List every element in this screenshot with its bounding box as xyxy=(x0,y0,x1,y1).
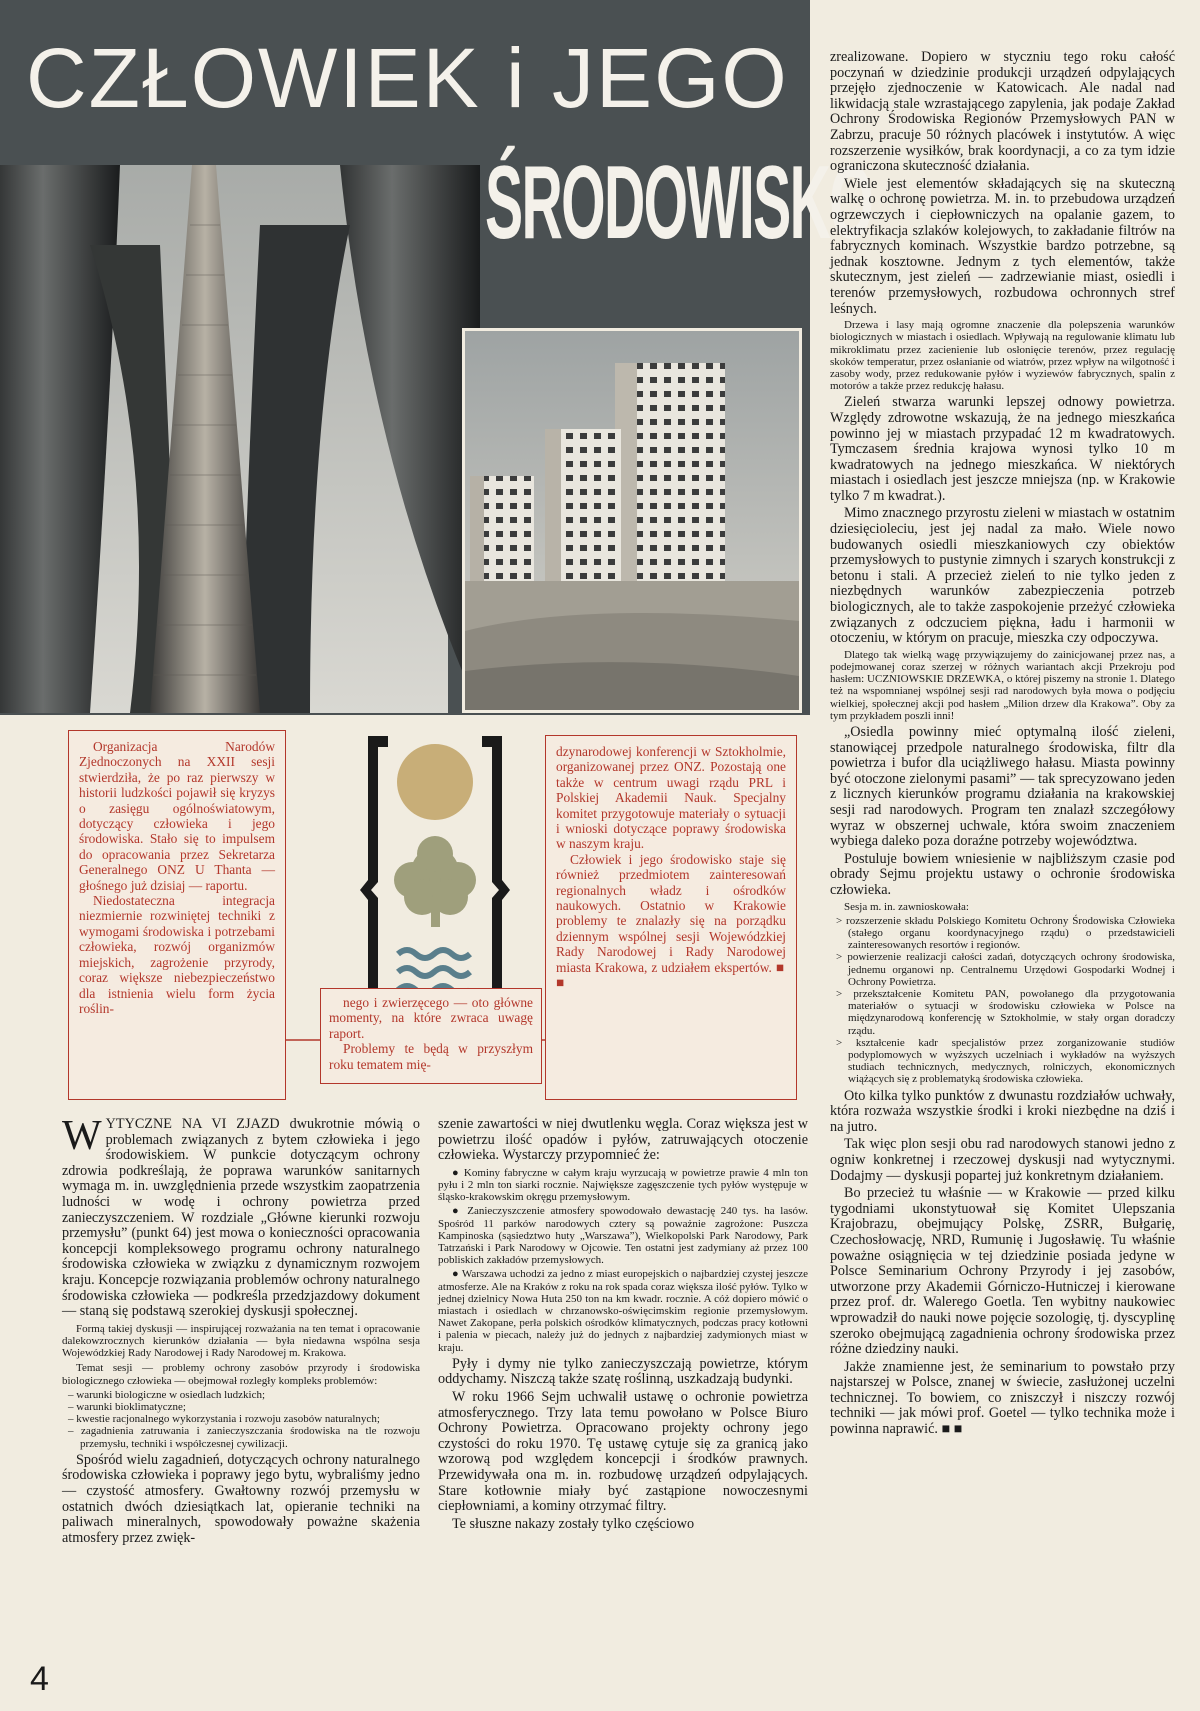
paragraph: Te słuszne nakazy zostały tylko częściowo xyxy=(452,1515,695,1532)
paragraph: Postuluje bowiem wniesienie w najbliższym czasie pod obrady Sejmu projektu ustawy o ochronie środowiska człowieka. xyxy=(830,850,1175,898)
paragraph: Wiele jest elementów składających się na skuteczną walkę o ochronę powietrza. M. in. to przebudowa urządzeń ogrzewczych i ciepłowniczych na opalanie gazem, to elektryfikacja szlaków kolejowych, to zakładanie filtrów na fabrycznych kominach. Wszystkie bardzo potrzebne, są jednak kosztowne. Jednym z tych elementów, także skutecznym, jest zieleń — zadrzewianie miast, osiedli i terenów przemysłowych, rozbudowa ochronnych stref leśnych. xyxy=(830,175,1175,317)
paragraph: Dlatego tak wielką wagę przywiązujemy do zainicjowanej przez nas, a podejmowanej coraz szerzej w różnych wariantach akcji Przekroju pod hasłem: UCZNIOWSKIE DRZEWKA, o której piszemy na stronie 1. Dlatego też na wspomnianej wspólnej sesji rad narodowych była mowa o podjęciu wielkiej, społecznej akcji pod hasłem „Milion drzew dla Krakowa”. Oby za tym przykładem poszli inni! xyxy=(830,648,1175,722)
paragraph: Zieleń stwarza warunki lepszej odnowy powietrza. Względy zdrowotne wskazują, że na jednego mieszkańca powinno jej w miastach przypadać 12 m kwadratowych. Tymczasem średnia krajowa wynosi tylko 10 m kwadratowych na jednego mieszkańca. W niektórych miastach i osiedlach jest jeszcze mniejsza (np. w Krakowie tylko 7 m kwadrat.). xyxy=(830,394,1175,504)
dropcap: W xyxy=(62,1113,102,1159)
sun-icon xyxy=(397,744,473,820)
list-item: – zagadnienia zatruwania i zanieczyszczania środowiska na tle rozwoju przemysłu, techniki i współczesnej cywilizacji. xyxy=(68,1425,421,1450)
end-marks: ■ ■ xyxy=(556,959,786,991)
title-line-1: CZŁOWIEK i JEGO xyxy=(26,31,789,125)
list-item: > przekształcenie Komitetu PAN, powołanego dla przygotowania materiałów o sytuacji w środowisku człowieka w Polsce na międzynarodową konferencję w Sztokholmie, w stały organ doradczy rządu. xyxy=(836,987,1175,1037)
paragraph: Organizacja Narodów Zjednoczonych na XXII sesji stwierdziła, że po raz pierwszy w historii ludzkości pojawił się kryzys o zasięgu ogólnoświatowym, dotyczący człowieka i jego środowiska. Stało się to impulsem do opracowania przez Sekretarza Generalnego ONZ U Thanta — głośnego już dzisiaj — raportu. xyxy=(79,739,275,893)
list-item: > powierzenie realizacji całości zadań, dotyczących ochrony środowiska, jednemu organowi np. Centralnemu Urzędowi Gospodarki Wodnej i Ochrony Powietrza. xyxy=(836,951,1175,988)
tree-icon xyxy=(394,836,476,927)
paragraph: Oto kilka tylko punktów z dwunastu rozdziałów uchwały, która rozważa wszystkie środki i kroki niezbędne na dziś i na jutro. xyxy=(830,1087,1175,1135)
un-sidebar-box-1 xyxy=(68,730,286,1100)
small-note xyxy=(830,319,1175,392)
facts-list xyxy=(438,1167,808,1354)
paragraph: nego i zwierzęcego — oto główne momenty, na które zwraca uwagę raport. xyxy=(329,995,533,1041)
paragraph: szenie zawartości w niej dwutlenku węgla. Coraz większa jest w powietrzu ilość opadów i pyłów, zatruwających otoczenie człowieka. Wystarczy przypomnieć że: xyxy=(438,1116,808,1164)
list-item: – warunki bioklimatyczne; xyxy=(68,1400,186,1413)
small-note xyxy=(830,649,1175,722)
paragraph: Formą takiej dyskusji — inspirującej rozważania na ten temat i opracowanie dalekowzrocznych kierunków działania — była niedawna wspólna sesja Wojewódzkiej Rady Narodowej i Rady Narodowej m. Krakowa. xyxy=(62,1322,420,1360)
paragraph: Mimo znacznego przyrostu zieleni w miastach w ostatnim dziesięcioleciu, jest jej nadal za mało. Wiele nowo budowanych osiedli mieszkaniowych czy obiektów przemysłowych to pustynie zimnych i szarych konstrukcji z betonu i stali. A przecież zieleń to nie tylko jeden z niezbędnych warunków zabezpieczenia potrzeb biologicznych, ale to także zaspokojenie przeżyć człowieka związanych z odczuciem piękna, ładu i harmonii w otoczeniu, w którym on pracuje, mieszka czy odpoczywa. xyxy=(830,505,1175,647)
un-sidebar-box-3 xyxy=(545,735,797,1100)
paragraph: Człowiek i jego środowisko staje się również przedmiotem zainteresowań regionalnych władz i ośrodków naukowych. Ostatnio w Krakowie problemy te znalazły się na porządku dziennym wspólnej sesji Wojewódzkiej Rady Narodowej i Rady Narodowej miasta Krakowa, z udziałem ekspertów. ■ ■ xyxy=(556,851,786,991)
title-line-2: ŚRODOWISKO xyxy=(485,145,873,261)
paragraph: zrealizowane. Dopiero w styczniu tego roku całość poczynań w dziedzinie produkcji urządzeń odpylających przejęło zjednoczenie w Katowicach. Ale nadal nad likwidacją stale wzrastającego zapylenia, jak podaje Zakład Ochrony Środowiska Regionów Przemysłowych PAN w Zabrzu, pracuje 50 różnych placówek i instytutów. A więc rozszerzenie wysiłków, brak koordynacji, a co za tym idzie ograniczona skuteczność działania. xyxy=(830,49,1175,175)
paragraph: Drzewa i lasy mają ogromne znaczenie dla polepszenia warunków biologicznych w miastach i osiedlach. Wpływają na regulowanie klimatu lub mikroklimatu przez zacienienie lub osłonięcie terenów, przez regulację skoków temperatur, przez osłanianie od wiatrów, przez wpływ na wilgotność i zasoby wody, przez redukowanie pyłów i wyziewów fabrycznych, spalin z motorów a także przez redukcję hałasu. xyxy=(830,319,1175,393)
paragraph: Problemy te będą w przyszłym roku tematem mię- xyxy=(329,1041,533,1072)
list-item: – kwestie racjonalnego wykorzystania i rozwoju zasobów naturalnych; xyxy=(68,1413,380,1426)
column-2 xyxy=(438,1117,808,1534)
resolution-list xyxy=(830,901,1175,1086)
chimneys-photo xyxy=(10,165,448,713)
list-intro: Temat sesji — problemy ochrony zasobów przyrody i środowiska biologicznego człowieka — obejmował rozległy kompleks problemów: xyxy=(62,1362,420,1387)
paragraph: Jakże znamienne jest, że seminarium to powstało przy najstarszej w Polsce, znanej w świecie, zasłużonej uczelni technicznej. To bowiem, co zniszczył i niszczy rozwój techniki — jak mówi prof. Goetel — tylko technika może i powinna naprawić. ■ ■ xyxy=(830,1358,1175,1438)
apartment-blocks-photo xyxy=(462,328,802,713)
right-column xyxy=(830,50,1175,1440)
paragraph: Bo przecież tu właśnie — w Krakowie — przed kilku tygodniami ukonstytuował się Komitet Ulepszania Krajobrazu, obejmujący Polskę, ZSRR, Bułgarię, Czechosłowację, NRD, Rumunię i Jugosławię. Tu właśnie poważne osiągnięcia w tej dziedzinie posiada jedyne w Polsce Seminarium Ochrony Przyrody i jej zasobów, utworzone przy Akademii Górniczo-Hutniczej i kierowane przez prof. dr. Walerego Goetla. Ten wybitny naukowiec wprowadził do nauki nowe pojęcie sozologię, tj. dyscyplinę szeroko obejmującą zagadnienia ochrony środowiska przez różne dziedziny nauki. xyxy=(830,1185,1175,1358)
list-intro: Sesja m. in. zawnioskowała: xyxy=(844,900,969,913)
bullet: ● Kominy fabryczne w całym kraju wyrzucają w powietrze prawie 4 mln ton pyłu i 2 mln ton siarki rocznie. Największe zagęszczenie tych pyłów występuje w śląsko-krakowskim okręgu przemysłowym. xyxy=(438,1166,808,1204)
column-1 xyxy=(62,1113,421,1548)
paragraph: Niedostateczna integracja niezmiernie rozwiniętej techniki z wymogami środowiska i potrzebami człowieka, rozwój organizmów miejskich, zagrożenie przyrody, coraz większe niebezpieczeństwo dla istnienia wielu form życia roślin- xyxy=(79,893,275,1016)
list-item: – warunki biologiczne w osiedlach ludzkich; xyxy=(68,1388,266,1401)
bullet: ● Warszawa uchodzi za jedno z miast europejskich o najbardziej czystej jeszcze atmosferze. Ale na Kraków z roku na rok spada coraz większa ilość pyłów. Tylko w jednej dzielnicy Nowa Huta 250 ton na km kwadr. rocznie. A cóż dopiero mówić o miastach i osiedlach w chrzanowsko-oświęcimskim regionie przemysłowym. Nawet Zakopane, perła polskich ośrodków klimatycznych, podczas pracy kotłowni i palenia w piecach, należy już do jednych z najbardziej zadymionych miast w kraju. xyxy=(438,1268,808,1354)
end-marks: ■ ■ xyxy=(941,1421,963,1438)
page-number: 4 xyxy=(30,1660,49,1698)
paragraph: „Osiedla powinny mieć optymalną ilość zieleni, stanowiącej przedpole naturalnego środowiska, filtr dla powietrza i bufor dla uciążliwego hałasu. Miasta powinny być otoczone zielonymi pasami” — tak sprecyzowano jeden z licznych kierunków programu działania na krakowskiej sesji rad narodowych. Program ten znalazł szczegółowy wyraz w obszernej uchwale, która swoim znaczeniem wybiega daleko poza doraźne potrzeby województwa. xyxy=(830,724,1175,850)
list-item: > kształcenie kadr specjalistów przez zorganizowanie studiów podyplomowych w wyższych uczelniach i wykładów na wyższych studiach technicznych, medycznych, rolniczych, ekonomicznych wiążących się z problematyką środowiska człowieka. xyxy=(836,1036,1175,1086)
bullet: ● Zanieczyszczenie atmosfery spowodowało dewastację 240 tys. ha lasów. Spośród 11 parków narodowych cztery są poważnie zagrożone: Puszcza Kampinoska (sąsiedztwo huty „Warszawa”), Wielkopolski Park Narodowy, Park Tatrzański i Park Narodowy w Ojcowie. Ten ostatni jest zadymiany aż przez 100 pobliskich zakładów przemysłowych. xyxy=(438,1205,808,1267)
small-note xyxy=(62,1323,420,1360)
un-sidebar-box-2 xyxy=(320,988,542,1084)
lead-paragraph: WYTYCZNE NA VI ZJAZD dwukrotnie mówią o problemach związanych z bytem człowieka i jego środowiskiem. W punkcie dotyczącym ochrony zdrowia podkreślają, że poprawa warunków sanitarnych wymaga m. in. uwzględnienia przede wszystkim zaopatrzenia ludności w wodę i ochrony powietrza przed zanieczyszczeniem. W rozdziale „Główne kierunki rozwoju przemysłu” (punkt 64) jest mowa o konieczności opracowania koncepcji kompleksowego programu ochrony naturalnego środowiska człowieka w związku z dynamicznym rozwojem kraju. Koncepcje rozwiązania problemów ochrony naturalnego środowiska człowieka — podkreśla przedzjazdowy dokument — staną się podstawą szerokiej dyskusji społecznej. xyxy=(62,1113,420,1320)
list-item: > rozszerzenie składu Polskiego Komitetu Ochrony Środowiska Człowieka (stałego organu koordynacyjnego rządu) o przedstawicieli zainteresowanych resortów i regionów. xyxy=(836,914,1175,952)
paragraph: Spośród wielu zagadnień, dotyczących ochrony naturalnego środowiska człowieka i poprawy jego bytu, wybraliśmy jedno — czystość atmosfery. Gwałtowny rozwój przemysłu w ostatnich dwóch dziesiątkach lat, opieranie techniki na paliwach mineralnych, spowodowały poważne skażenia atmosfery przez zwięk- xyxy=(62,1451,420,1546)
paragraph: Tak więc plon sesji obu rad narodowych stanowi jedno z ogniw konkretnej i rzeczowej dyskusji nad wytycznymi. Dodajmy — dyskusji popartej już konkretnym działaniem. xyxy=(830,1136,1175,1184)
paragraph: dzynarodowej konferencji w Sztokholmie, organizowanej przez ONZ. Pozostają one także w centrum uwagi rządu PRL i Polskiej Akademii Nauk. Specjalny komitet przygotowuje materiały o sytuacji i wnioski dotyczące poprawy środowiska w naszym kraju. xyxy=(556,744,786,852)
paragraph: W roku 1966 Sejm uchwalił ustawę o ochronie powietrza atmosferycznego. Trzy lata temu powołano w Polsce Biuro Ochrony Powietrza. Opracowano projekty ochrony jego czystości do roku 1970. Tę ustawę cytuje się za granicą jako wzorową pod względem koncepcji i środków prawnych. Przewidywała ona m. in. rozbudowę urządzeń odpylających. Stare kotłownie miały być zastąpione nowoczesnymi ciepłowniami, a kominy otrzymać filtry. xyxy=(438,1389,808,1515)
paragraph: Pyły i dymy nie tylko zanieczyszczają powietrze, którym oddychamy. Niszczą także szatę roślinną, uszkadzają budynki. xyxy=(438,1355,808,1388)
topic-list xyxy=(62,1362,420,1449)
